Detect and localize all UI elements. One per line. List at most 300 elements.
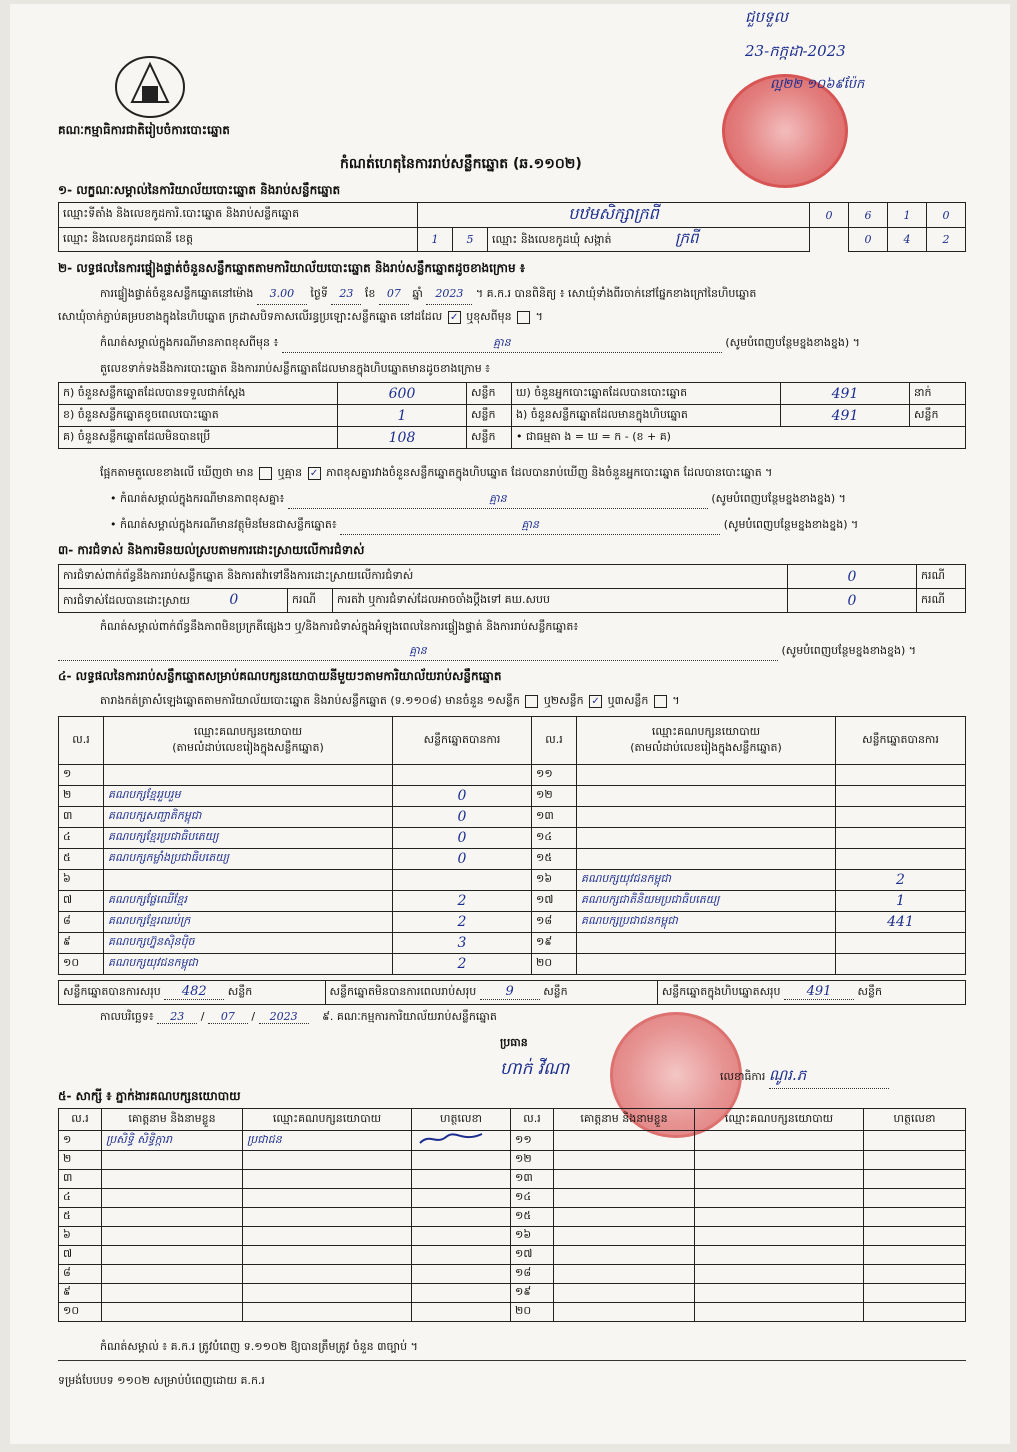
result-party — [577, 933, 836, 954]
col-header-party: ឈ្មោះគណបក្សនយោបាយ — [243, 1109, 412, 1131]
result-row — [59, 933, 966, 954]
result-votes — [393, 765, 532, 786]
witness-table — [58, 1108, 966, 1322]
secretary-label: លេខាធិការ — [720, 1070, 766, 1083]
form-footer: ទម្រង់បែបបទ ១១០២ សម្រាប់បំពេញដោយ គ.ក.រ — [58, 1374, 265, 1387]
result-votes: 2 — [393, 912, 532, 933]
resolved-label-text: ការជំទាស់ដែលបានដោះស្រាយ — [63, 593, 190, 607]
case-unit: ករណី — [917, 565, 966, 589]
case-unit: ករណី — [917, 589, 966, 613]
ballot-figures-table — [58, 382, 966, 449]
intro-text: សោឃុំចាក់ភ្ជាប់គម្របខាងក្នុងនៃហិបឆ្នោត ក្រដាសបិទភាសលើរន្ធប្រឡោះសន្លឹកឆ្នោត នៅដដែល — [58, 310, 443, 323]
emblem-logo — [90, 52, 210, 122]
witness-no: ១៨ — [511, 1265, 554, 1284]
compare-text: ផ្អែកតាមតួលេខខាងលើ ឃើញថា មាន — [100, 466, 254, 479]
witness-name — [102, 1227, 243, 1246]
verify-time: 3.00 — [257, 284, 307, 305]
witness-party — [695, 1265, 864, 1284]
total-valid-value: 482 — [164, 984, 224, 1000]
result-no: ៣ — [59, 807, 104, 828]
spoiled-ballots-value: 1 — [338, 405, 467, 427]
result-row — [59, 870, 966, 891]
witness-row — [59, 1131, 966, 1151]
witness-name — [554, 1303, 695, 1322]
witness-name — [554, 1170, 695, 1189]
no-discrepancy-checkbox[interactable]: ✓ — [308, 467, 321, 480]
station-code-digit: 6 — [849, 203, 888, 228]
total-label: សន្លឹកឆ្នោតមិនបានការពេលរាប់សរុប — [329, 985, 477, 998]
witness-party — [243, 1265, 412, 1284]
witness-party — [695, 1131, 864, 1151]
result-votes — [836, 933, 966, 954]
result-row — [59, 891, 966, 912]
result-votes: 0 — [393, 786, 532, 807]
verification-line-2: សោឃុំចាក់ភ្ជាប់គម្របខាងក្នុងនៃហិបឆ្នោត ក្រដាសបិទភាសលើរន្ធប្រឡោះសន្លឹកឆ្នោត នៅដដែល ✓ ឬខុសពីមុន ។ — [58, 310, 543, 323]
party-header-text: ឈ្មោះគណបក្សនយោបាយ — [651, 724, 761, 738]
result-votes — [836, 786, 966, 807]
result-row — [59, 765, 966, 786]
witness-party — [695, 1303, 864, 1322]
witness-no: ១១ — [511, 1131, 554, 1151]
figures-lead: តួលេខទាក់ទងនឹងការបោះឆ្នោត និងការរាប់សន្លឹកឆ្នោតដែលមានក្នុងហិបឆ្នោតមានដូចខាងក្រោម ៖ — [100, 362, 491, 375]
result-party — [104, 765, 393, 786]
result-row — [59, 786, 966, 807]
unit-label: សន្លឹក — [543, 985, 568, 998]
result-party: គណបក្សខ្មែរឈប់ក្រ — [104, 912, 393, 933]
witness-no: ៣ — [59, 1170, 102, 1189]
witness-signature — [864, 1246, 966, 1265]
fill-hint: (សូមបំពេញបន្ថែមខ្នងខាងខ្នង) ។ — [725, 336, 860, 349]
date-row: កាលបរិច្ឆេទ៖ 23 / 07 / 2023 ៩. គណៈកម្មការការិយាល័យរាប់សន្លឹកឆ្នោត — [100, 1010, 497, 1023]
formula-note: • ជាធម្មតា ង = ឃ = ក - (ខ + គ) — [512, 427, 966, 449]
result-votes: 0 — [393, 807, 532, 828]
witness-no: ១៥ — [511, 1208, 554, 1227]
station-table — [58, 202, 966, 252]
result-no: ១៨ — [532, 912, 577, 933]
result-no: ១៥ — [532, 849, 577, 870]
resolved-label — [59, 589, 288, 613]
seal-note-value: គ្មាន — [282, 336, 722, 353]
witness-signature — [864, 1265, 966, 1284]
witness-name — [102, 1265, 243, 1284]
unit-label: សន្លឹក — [467, 405, 512, 427]
station-code-digit: 1 — [888, 203, 927, 228]
unused-ballots-value: 108 — [338, 427, 467, 449]
witness-name — [554, 1227, 695, 1246]
result-votes: 2 — [836, 870, 966, 891]
result-no: ៧ — [59, 891, 104, 912]
note-label: • កំណត់សម្គាល់ក្នុងករណីមានវត្ថុមិនមែនជាសន្លឹកឆ្នោត៖ — [110, 518, 337, 531]
witness-name — [554, 1265, 695, 1284]
commune-label — [488, 228, 810, 252]
result-votes: 2 — [393, 954, 532, 975]
witness-signature — [412, 1284, 511, 1303]
result-row — [59, 849, 966, 870]
note-label: កំណត់សម្គាល់ក្នុងករណីមានភាពខុសពីមុន ៖ — [100, 336, 279, 349]
unit-label: សន្លឹក — [467, 383, 512, 405]
verify-year: 2023 — [426, 284, 472, 305]
resolved-count: 0 — [229, 591, 239, 608]
result-party: គណបក្សសញ្ជាតិកម្ពុជា — [104, 807, 393, 828]
witness-no: ១៣ — [511, 1170, 554, 1189]
result-party — [577, 954, 836, 975]
result-votes — [836, 849, 966, 870]
figure-label: ង) ចំនួនសន្លឹកឆ្នោតដែលមានក្នុងហិបឆ្នោត — [512, 405, 781, 427]
witness-name — [102, 1284, 243, 1303]
compare-text: ភាពខុសគ្នារវាងចំនួនសន្លឹកឆ្នោតក្នុងហិបឆ្នោត ដែលបានរាប់ឃើញ និងចំនួនអ្នកបោះឆ្នោត ដែលបានបោះឆ្នោត ។ — [326, 466, 773, 479]
fill-hint: (សូមបំពេញបន្ថែមខ្នងខាងខ្នង) ។ — [723, 518, 859, 531]
organization-name: គណៈកម្មាធិការជាតិរៀបចំការបោះឆ្នោត — [58, 123, 230, 137]
sheets-row: តារាងកត់ត្រាសំឡេងឆ្នោតតាមការិយាល័យបោះឆ្នោត និងរាប់សន្លឹកឆ្នោត (ទ.១១០៨) មានចំនួន ១សន្លឹក ឬ២សន្លឹក ✓ ឬ៣សន្លឹក ។ — [100, 694, 680, 707]
witness-signature — [412, 1131, 511, 1151]
result-party — [577, 849, 836, 870]
station-code-digit: 0 — [810, 203, 849, 228]
total-box-cell — [657, 981, 965, 1005]
total-label: សន្លឹកឆ្នោតក្នុងហិបឆ្នោតសរុប — [661, 985, 781, 998]
result-votes: 2 — [393, 891, 532, 912]
result-votes: 441 — [836, 912, 966, 933]
result-no: ៦ — [59, 870, 104, 891]
result-party — [577, 828, 836, 849]
intro-text: ថ្ងៃទី — [310, 287, 328, 300]
witness-no: ៩ — [59, 1284, 102, 1303]
one-sheet-checkbox[interactable] — [525, 695, 538, 708]
province-code-digit: 1 — [418, 228, 453, 252]
result-row — [59, 954, 966, 975]
fill-hint: (សូមបំពេញបន្ថែមខ្នងខាងខ្នង) ។ — [781, 644, 917, 657]
witness-row — [59, 1208, 966, 1227]
result-party: គណបក្សយុវជនកម្ពុជា — [577, 870, 836, 891]
station-name: បឋមសិក្សាក្រពី — [418, 203, 810, 228]
result-party — [104, 870, 393, 891]
witness-name — [554, 1284, 695, 1303]
irregularity-note-label: កំណត់សម្គាល់ពាក់ព័ន្ធនឹងភាពមិនប្រក្រតីផ្សេងៗ ឬ/និងការជំទាស់ក្នុងអំឡុងពេលនៃការផ្ទៀងផ្ទាត់ និងការរាប់សន្លឹកឆ្នោត៖ — [100, 620, 579, 633]
appeal-count: 0 — [788, 589, 917, 613]
chair-signature: ហាក់ វីណា — [500, 1059, 570, 1079]
witness-party — [243, 1303, 412, 1322]
committee-label: ៩. គណៈកម្មការការិយាល័យរាប់សន្លឹកឆ្នោត — [322, 1010, 497, 1023]
section-1-title: ១- លក្ខណៈសម្គាល់នៃការិយាល័យបោះឆ្នោត និងរាប់សន្លឹកឆ្នោត — [58, 183, 341, 197]
result-no: ២០ — [532, 954, 577, 975]
irregularity-note-row — [58, 644, 916, 661]
difference-note-row — [110, 492, 846, 509]
result-no: ១៧ — [532, 891, 577, 912]
result-votes: 3 — [393, 933, 532, 954]
witness-party — [243, 1170, 412, 1189]
handwritten-note-2: ល្អ២២ ១០៦៩ប៉ែក — [770, 77, 865, 92]
witness-name — [102, 1303, 243, 1322]
result-party — [577, 786, 836, 807]
two-sheets-checkbox[interactable]: ✓ — [589, 695, 602, 708]
complaint-label: ការជំទាស់ពាក់ព័ន្ធនឹងការរាប់សន្លឹកឆ្នោត និងការតវ៉ាទៅនឹងការដោះស្រាយលើការជំទាស់ — [59, 565, 788, 589]
form-title: កំណត់ហេតុនៃការរាប់សន្លឹកឆ្នោត (ឆ.១១០២) — [340, 156, 582, 172]
object-note-row — [110, 518, 858, 535]
result-votes: 0 — [393, 849, 532, 870]
form-page — [10, 4, 1010, 1444]
commune-label-text: ឈ្មោះ និងលេខកូដឃុំ សង្កាត់ — [492, 232, 612, 246]
section-3-title: ៣- ការជំទាស់ និងការមិនយល់ស្របតាមការដោះស្រាយលើការជំទាស់ — [58, 543, 365, 557]
witness-row — [59, 1265, 966, 1284]
party-header-sub: (តាមលំដាប់លេខរៀងក្នុងសន្លឹកឆ្នោត) — [172, 740, 324, 754]
three-sheets-checkbox[interactable] — [654, 695, 667, 708]
witness-name — [554, 1246, 695, 1265]
result-party: គណបក្សខ្មែររួបរួម — [104, 786, 393, 807]
result-row — [59, 828, 966, 849]
witness-signature — [864, 1227, 966, 1246]
total-valid-cell — [59, 981, 326, 1005]
fill-hint: (សូមបំពេញបន្ថែមខ្នងខាងខ្នង) ។ — [711, 492, 846, 505]
object-note-value: គ្មាន — [340, 518, 720, 535]
result-no: ១៤ — [532, 828, 577, 849]
has-discrepancy-checkbox[interactable] — [259, 467, 272, 480]
unit-label: នាក់ — [910, 383, 966, 405]
witness-name — [102, 1170, 243, 1189]
unit-label: សន្លឹក — [467, 427, 512, 449]
total-box-value: 491 — [784, 984, 854, 1000]
intro-text: ការផ្ទៀងផ្ទាត់ចំនួនសន្លឹកឆ្នោតនៅម៉ោង — [100, 287, 254, 300]
result-party: គណបក្សហ្វ៊ុនស៊ិនប៉ិច — [104, 933, 393, 954]
witness-party — [243, 1208, 412, 1227]
result-votes — [836, 807, 966, 828]
witness-signature — [864, 1151, 966, 1170]
witness-no: ៥ — [59, 1208, 102, 1227]
witness-no: ១៦ — [511, 1227, 554, 1246]
witness-no: ១ — [59, 1131, 102, 1151]
witness-row — [59, 1170, 966, 1189]
figure-label: ខ) ចំនួនសន្លឹកឆ្នោតខូចពេលបោះឆ្នោត — [59, 405, 338, 427]
col-header-name: គោត្តនាម និងនាមខ្លួន — [554, 1109, 695, 1131]
result-no: ៤ — [59, 828, 104, 849]
unit-label: សន្លឹក — [227, 985, 253, 998]
witness-name — [554, 1151, 695, 1170]
result-party: គណបក្សយុវជនកម្ពុជា — [104, 954, 393, 975]
result-no: ១ — [59, 765, 104, 786]
intro-text: ។ គ.ក.រ បានពិនិត្យ ៖ សោឃុំទាំងពីរចាក់នៅផ្នែកខាងក្រៅនៃហិបឆ្នោត — [475, 287, 757, 300]
commune-code-digit: 0 — [849, 228, 888, 252]
witness-party — [695, 1246, 864, 1265]
voters-value: 491 — [781, 383, 910, 405]
col-header-party — [577, 717, 836, 765]
witness-name — [102, 1151, 243, 1170]
result-no: ១៩ — [532, 933, 577, 954]
seal-note-row — [100, 336, 860, 353]
witness-party — [695, 1227, 864, 1246]
result-party: គណបក្សកម្លាំងប្រជាធិបតេយ្យ — [104, 849, 393, 870]
witness-signature — [864, 1189, 966, 1208]
difference-note-value: គ្មាន — [288, 492, 708, 509]
witness-party: ប្រជាជន — [243, 1131, 412, 1151]
date-label: កាលបរិច្ឆេទ៖ — [100, 1010, 154, 1023]
witness-name — [102, 1246, 243, 1265]
witness-party — [695, 1208, 864, 1227]
party-results-table — [58, 716, 966, 975]
total-label: សន្លឹកឆ្នោតបានការសរុប — [63, 985, 161, 998]
col-header-name: គោត្តនាម និងនាមខ្លួន — [102, 1109, 243, 1131]
result-no: ១៣ — [532, 807, 577, 828]
witness-signature — [412, 1265, 511, 1284]
commune-name: ក្រពី — [675, 228, 699, 247]
witness-no: ១៤ — [511, 1189, 554, 1208]
witness-no: ១៧ — [511, 1246, 554, 1265]
commune-code-digit: 4 — [888, 228, 927, 252]
ballots-in-box-value: 491 — [781, 405, 910, 427]
result-no: ២ — [59, 786, 104, 807]
witness-signature — [864, 1303, 966, 1322]
result-votes — [836, 828, 966, 849]
col-header-party: ឈ្មោះគណបក្សនយោបាយ — [695, 1109, 864, 1131]
witness-no: ៧ — [59, 1246, 102, 1265]
irregularity-note-value: គ្មាន — [58, 644, 778, 661]
appeal-label: ការតវ៉ា ឬការជំទាស់ដែលអាចចាំងប្តឹងទៅ គឃ.សបប — [333, 589, 788, 613]
result-party — [577, 807, 836, 828]
witness-signature — [864, 1131, 966, 1151]
totals-table — [58, 980, 966, 1005]
results-body — [59, 765, 966, 975]
witness-signature — [412, 1227, 511, 1246]
witness-party — [243, 1151, 412, 1170]
case-unit: ករណី — [288, 589, 333, 613]
col-header-party — [104, 717, 393, 765]
total-invalid-cell — [325, 981, 657, 1005]
witness-signature — [864, 1208, 966, 1227]
secretary-signature: ណូរ.ភ — [769, 1066, 889, 1089]
date-day: 23 — [157, 1010, 197, 1024]
result-no: ១៦ — [532, 870, 577, 891]
result-no: ៩ — [59, 933, 104, 954]
witness-signature — [864, 1170, 966, 1189]
witness-name — [554, 1208, 695, 1227]
verify-day: 23 — [331, 284, 361, 305]
sheets-text: ឬ២សន្លឹក — [543, 694, 584, 707]
witness-no: ៨ — [59, 1265, 102, 1284]
figure-label: ឃ) ចំនួនអ្នកបោះឆ្នោតដែលបានបោះឆ្នោត — [512, 383, 781, 405]
complaint-count: 0 — [788, 565, 917, 589]
witness-no: ១០ — [59, 1303, 102, 1322]
witness-signature — [412, 1303, 511, 1322]
figure-label: ក) ចំនួនសន្លឹកឆ្នោតដែលបានទទួលជាក់ស្តែង — [59, 383, 338, 405]
compare-text: ឬគ្មាន — [277, 466, 303, 479]
witness-no: ២០ — [511, 1303, 554, 1322]
witness-row — [59, 1151, 966, 1170]
col-header-no: ល.រ — [59, 717, 104, 765]
intro-text: ឆ្នាំ — [412, 287, 423, 300]
result-votes — [393, 870, 532, 891]
party-header-sub: (តាមលំដាប់លេខរៀងក្នុងសន្លឹកឆ្នោត) — [630, 740, 782, 754]
witness-signature — [412, 1189, 511, 1208]
witness-no: ៦ — [59, 1227, 102, 1246]
witness-row — [59, 1227, 966, 1246]
witness-row — [59, 1303, 966, 1322]
witness-no: ១២ — [511, 1151, 554, 1170]
result-party: គណបក្សផ្លែឈើខ្មែរ — [104, 891, 393, 912]
col-header-votes: សន្លឹកឆ្នោតបានការ — [393, 717, 532, 765]
result-no: ៥ — [59, 849, 104, 870]
discrepancy-row — [100, 466, 772, 482]
witness-party — [243, 1189, 412, 1208]
witness-party — [695, 1284, 864, 1303]
witness-party — [243, 1284, 412, 1303]
date-month: 07 — [208, 1010, 248, 1024]
witness-name: ប្រសិទ្ធិ សិទ្ធិក្ការា — [102, 1131, 243, 1151]
witness-no: ៤ — [59, 1189, 102, 1208]
result-row — [59, 807, 966, 828]
witness-party — [695, 1151, 864, 1170]
result-party: គណបក្សជាតិនិយមប្រជាធិបតេយ្យ — [577, 891, 836, 912]
witness-no: ២ — [59, 1151, 102, 1170]
verify-month: 07 — [379, 284, 409, 305]
station-label: ឈ្មោះទីតាំង និងលេខកូដការិ.បោះឆ្នោត និងរាប់សន្លឹកឆ្នោត — [59, 203, 418, 228]
secretary-row — [720, 1066, 889, 1089]
option-label: ឬខុសពីមុន — [466, 310, 512, 323]
result-no: ៨ — [59, 912, 104, 933]
handwritten-date: 23-កក្កដា-2023 — [745, 42, 846, 60]
received-ballots-value: 600 — [338, 383, 467, 405]
section-5-title: ៥- សាក្សី ៖ ភ្នាក់ងារគណបក្សនយោបាយ — [58, 1089, 241, 1103]
witness-signature — [412, 1151, 511, 1170]
witness-party — [243, 1227, 412, 1246]
col-header-no: ល.រ — [59, 1109, 102, 1131]
witness-signature — [864, 1284, 966, 1303]
result-party: គណបក្សខ្មែរប្រជាធិបតេយ្យ — [104, 828, 393, 849]
col-header-votes: សន្លឹកឆ្នោតបានការ — [836, 717, 966, 765]
witness-name — [554, 1131, 695, 1151]
party-header-text: ឈ្មោះគណបក្សនយោបាយ — [193, 724, 303, 738]
witness-signature — [412, 1170, 511, 1189]
witness-row — [59, 1246, 966, 1265]
witness-party — [695, 1170, 864, 1189]
section-4-title: ៤- លទ្ធផលនៃការរាប់សន្លឹកឆ្នោតសម្រាប់គណបក្សនយោបាយនីមួយៗតាមការិយាល័យរាប់សន្លឹកឆ្នោត — [58, 669, 502, 683]
witness-name — [102, 1189, 243, 1208]
same-checkbox[interactable]: ✓ — [448, 311, 461, 324]
station-code-digit: 0 — [927, 203, 966, 228]
result-party — [577, 765, 836, 786]
result-no: ១១ — [532, 765, 577, 786]
result-no: ១០ — [59, 954, 104, 975]
witness-name — [554, 1189, 695, 1208]
verification-paragraph — [100, 284, 970, 305]
date-year: 2023 — [259, 1010, 309, 1024]
sheets-text: ឬ៣សន្លឹក — [607, 694, 649, 707]
handwritten-note: ជួបទួល — [745, 8, 788, 26]
section-2-title: ២- លទ្ធផលនៃការផ្ទៀងផ្ទាត់ចំនួនសន្លឹកឆ្នោតតាមការិយាល័យបោះឆ្នោត និងរាប់សន្លឹកឆ្នោតដូចខាងក្រោម ៖ — [58, 261, 526, 275]
note-label: • កំណត់សម្គាល់ក្នុងករណីមានភាពខុសគ្នា៖ — [110, 492, 285, 505]
sheets-text: តារាងកត់ត្រាសំឡេងឆ្នោតតាមការិយាល័យបោះឆ្នោត និងរាប់សន្លឹកឆ្នោត (ទ.១១០៨) មានចំនួន ១សន្លឹក — [100, 694, 520, 707]
province-code-digit: 5 — [453, 228, 488, 252]
different-checkbox[interactable] — [517, 311, 530, 324]
intro-text: ខែ — [364, 287, 376, 300]
province-label: ឈ្មោះ និងលេខកូដរាជធានី ខេត្ត — [59, 228, 418, 252]
result-votes — [836, 765, 966, 786]
witness-no: ១៩ — [511, 1284, 554, 1303]
footer-note: កំណត់សម្គាល់ ៖ គ.ក.រ ត្រូវបំពេញ ទ.១១០២ ឱ្យបានត្រឹមត្រូវ ចំនួន ៣ច្បាប់ ។ — [100, 1340, 418, 1353]
witness-party — [243, 1246, 412, 1265]
commune-code-digit: 2 — [927, 228, 966, 252]
result-party: គណបក្សប្រជាជនកម្ពុជា — [577, 912, 836, 933]
unit-label: សន្លឹក — [857, 985, 882, 998]
col-header-sign: ហត្ថលេខា — [412, 1109, 511, 1131]
col-header-sign: ហត្ថលេខា — [864, 1109, 966, 1131]
result-row — [59, 912, 966, 933]
witness-name — [102, 1208, 243, 1227]
witness-party — [695, 1189, 864, 1208]
result-votes: 0 — [393, 828, 532, 849]
chair-label: ប្រធាន — [500, 1036, 528, 1049]
result-votes: 1 — [836, 891, 966, 912]
total-invalid-value: 9 — [480, 984, 540, 1000]
witness-body — [59, 1131, 966, 1322]
witness-signature — [412, 1246, 511, 1265]
witness-row — [59, 1284, 966, 1303]
